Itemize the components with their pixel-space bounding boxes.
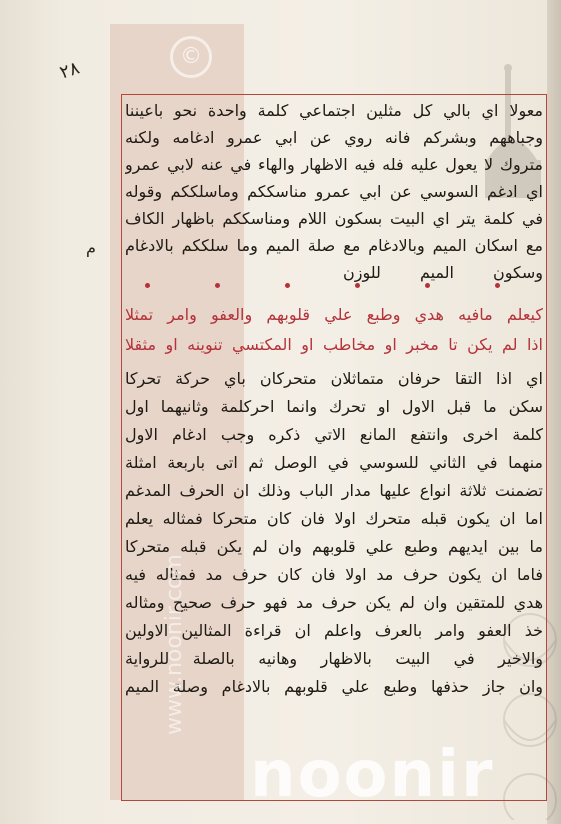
folio-number: ٢٨ <box>57 57 83 84</box>
copyright-icon: © <box>170 36 212 78</box>
text-line: اي اذا التقا حرفان متماثلان متحركان باي حركة تحركا <box>125 369 543 388</box>
text-line: اما ان يكون قبله متحرك اولا فان كان متحركا فمثاله يعلم <box>125 509 543 528</box>
text-line: اي ادغم السوسي عن ابي عمرو مناسككم وماسلككم وقوله <box>125 182 543 201</box>
verse-line: اذا لم يكن تا مخبر او مخاطب او المكتسي تنوينه او مثقلا <box>125 335 543 354</box>
watermark-url: www.noonir.com <box>162 554 187 736</box>
text-line: منهما في الثاني للسوسي في الوصل ثم اتى باربعة امثلة <box>125 453 543 472</box>
margin-note: م <box>86 238 96 257</box>
text-line: معولا اي بالي كل مثلين اجتماعي كلمة واحدة نحو باعيننا <box>125 101 543 120</box>
text-line: هدي للمتقين وان لم يكن حرف مد فهو حرف صحيح ومثاله <box>125 593 543 612</box>
text-line: مع اسكان الميم وبالادغام مع صلة الميم وما سلككم بالادغام <box>125 236 543 255</box>
text-line: تضمنت ثلاثة انواع عليها مدار الباب وذلك ان الحرف المدغم <box>125 481 543 500</box>
text-line: ما بين ايديهم وطبع علي قلوبهم وان لم يكن قبله متحركا <box>125 537 543 556</box>
text-line: كلمة اخرى وانتفع المانع الاتي ذكره وجب ادغام الاول <box>125 425 543 444</box>
text-line: والاخير في البيت بالاظهار وهانيه بالصلة للرواية <box>125 649 543 668</box>
text-line: سكن ما قبل الاول او تحرك وانما احركلمة وثانيهما اول <box>125 397 543 416</box>
text-line: متروك لا يعول عليه فله فيه الاظهار والهاء في عنه لابي عمرو <box>125 155 543 174</box>
verse-divider <box>145 283 535 291</box>
verse-line: كيعلم مافيه هدي وطبع علي قلوبهم والعفو وامر تمثلا <box>125 305 543 324</box>
watermark-logo: noonir <box>250 738 495 812</box>
text-line: في كلمة يتر اي البيت بسكون اللام ومناسككم باظهار الكاف <box>125 209 543 228</box>
text-line: وسكون الميم للوزن <box>343 263 543 282</box>
text-line: فاما ان يكون حرف مد اولا فان كان حرف مد فمثاله فيه <box>125 565 543 584</box>
text-line: وان جاز حذفها وطبع علي قلوبهم بالادغام وصلة الميم <box>125 677 543 696</box>
text-line: خذ العفو وامر بالعرف واعلم ان قراءة المثالين الاولين <box>125 621 543 640</box>
text-line: وجباههم وبشركم فانه روي عن ابي عمرو ادغامه ولكنه <box>125 128 543 147</box>
